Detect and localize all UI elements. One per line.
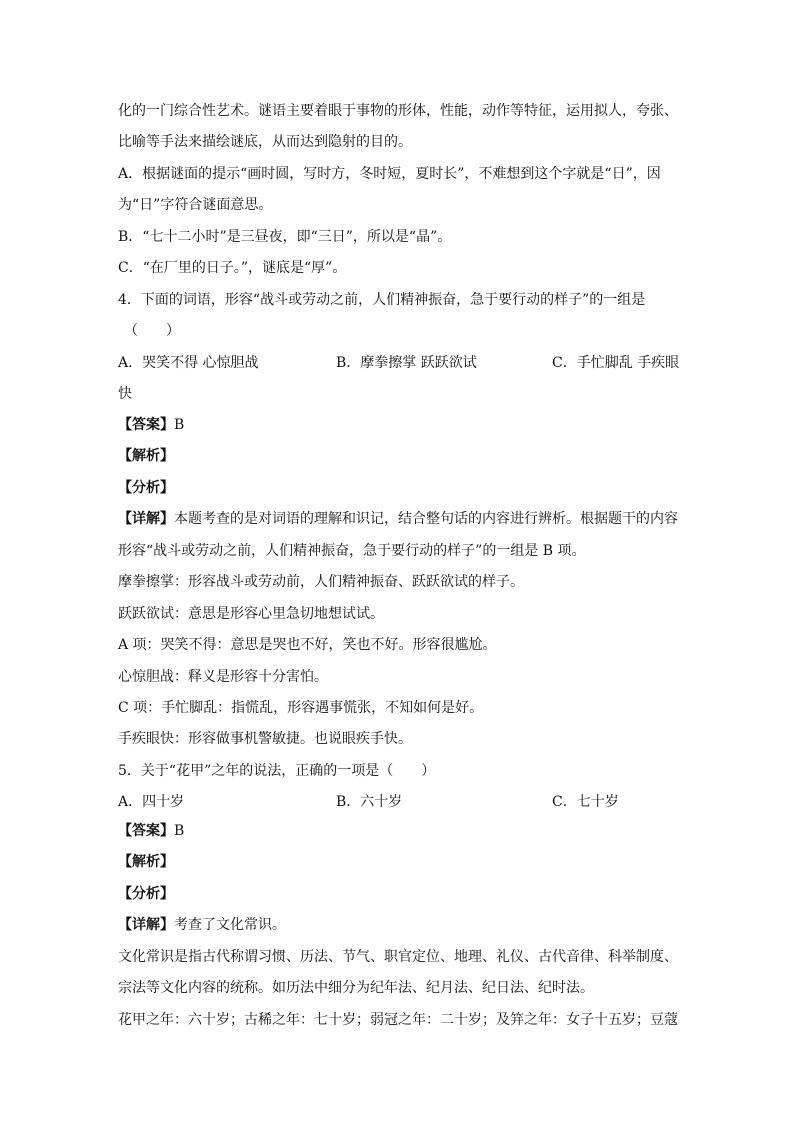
question-4-detail [118,509,678,529]
text-line: 花甲之年：六十岁；古稀之年：七十岁；弱冠之年：二十岁；及笄之年：女子十五岁；豆蔻 [118,1012,678,1028]
question-4-answer [118,415,184,435]
question-5-option-c: C．七十岁 [552,794,619,810]
text-line: 宗法等文化内容的统称。如历法中细分为纪年法、纪月法、纪日法、纪时法。 [118,980,594,996]
question-4-option-c: C．手忙脚乱 手疾眼 [552,355,680,371]
question-4-stem: 4．下面的词语，形容“战斗或劳动之前，人们精神振奋，急于要行动的样子”的一组是 [118,292,646,308]
answer-tag: 【答案】 [118,823,174,839]
question-5-answer [118,821,184,841]
question-4-option-b: B．摩拳擦掌 跃跃欲试 [336,355,477,371]
text-line: 化的一门综合性艺术。谜语主要着眼于事物的形体，性能，动作等特征，运用拟人，夸张、 [118,103,678,119]
text-line: C．“在厂里的日子。”，谜底是“厚”。 [118,260,347,276]
question-5-option-a: A．四十岁 [118,794,185,810]
question-5-option-b: B．六十岁 [336,794,403,810]
question-4-fenxi-heading: 【分析】 [118,480,174,496]
text-line: 手疾眼快：形容做事机警敏捷。也说眼疾手快。 [118,731,412,747]
text-line: 文化常识是指古代称谓习惯、历法、节气、职官定位、地理、礼仪、古代音律、科举制度、 [118,949,678,965]
question-4-option-c-continued: 快 [118,386,132,402]
text-line: B．“七十二小时”是三昼夜，即“三日”，所以是“晶”。 [118,229,452,245]
question-4-option-a: A．哭笑不得 心惊胆战 [118,355,259,371]
detail-tag: 【详解】 [118,511,174,527]
question-5-stem: 5．关于“花甲”之年的说法，正确的一项是（ ） [118,763,436,779]
answer-value: B [174,823,185,839]
detail-text: 本题考查的是对词语的理解和识记，结合整句话的内容进行辨析。根据题干的内容 [174,511,678,527]
text-line: A．根据谜面的提示“画时圆，写时方，冬时短，夏时长”，不难想到这个字就是“日”，因 [118,166,661,182]
text-line: 形容“战斗或劳动之前，人们精神振奋，急于要行动的样子”的一组是 B 项。 [118,543,586,559]
text-line: C 项：手忙脚乱：指慌乱，形容遇事慌张，不知如何是好。 [118,700,484,716]
detail-text: 考查了文化常识。 [174,917,286,933]
answer-tag: 【答案】 [118,417,174,433]
answer-value: B [174,417,185,433]
detail-tag: 【详解】 [118,917,174,933]
text-line: 比喻等手法来描绘谜底，从而达到隐射的目的。 [118,134,412,150]
question-5-analysis-heading: 【解析】 [118,854,174,870]
text-line: 摩拳擦掌：形容战斗或劳动前，人们精神振奋、跃跃欲试的样子。 [118,574,524,590]
text-line: 心惊胆战：释义是形容十分害怕。 [118,669,328,685]
question-5-detail [118,915,286,935]
question-5-fenxi-heading: 【分析】 [118,886,174,902]
question-4-answer-blank: （ ） [124,323,180,339]
text-line: 为“日”字符合谜面意思。 [118,197,273,213]
text-line: A 项：哭笑不得：意思是哭也不好，笑也不好。形容很尴尬。 [118,637,497,653]
question-4-analysis-heading: 【解析】 [118,448,174,464]
text-line: 跃跃欲试：意思是形容心里急切地想试试。 [118,606,384,622]
